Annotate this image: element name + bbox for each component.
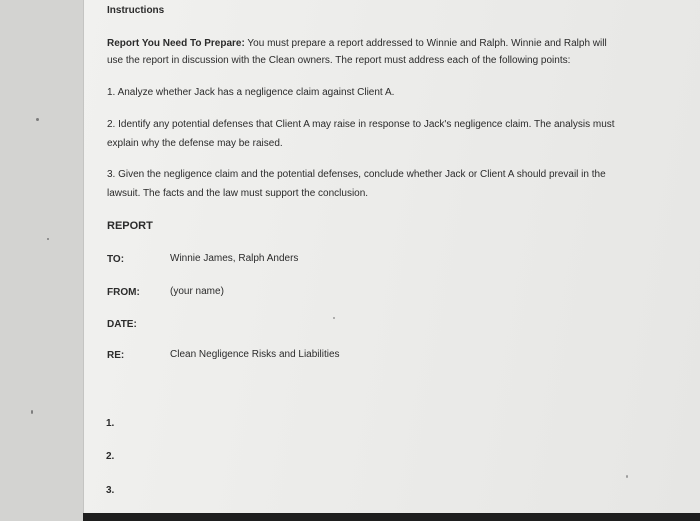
- page-speck: [626, 475, 628, 478]
- intro-label: Report You Need To Prepare:: [107, 38, 245, 49]
- date-label: DATE:: [107, 319, 137, 330]
- point-3-line-2: lawsuit. The facts and the law must support the conclusion.: [107, 188, 369, 199]
- point-2-line-1: 2. Identify any potential defenses that Client A may raise in response to Jack's negligence claim. The analysis must: [107, 119, 615, 130]
- background-speck: [47, 238, 49, 240]
- report-item-1: 1.: [106, 418, 115, 429]
- intro-text-1: You must prepare a report addressed to Winnie and Ralph. Winnie and Ralph will: [244, 38, 607, 49]
- intro-paragraph-line-1: [107, 35, 607, 52]
- report-title: REPORT: [107, 220, 153, 232]
- point-2-line-2: explain why the defense may be raised.: [107, 138, 283, 149]
- from-value: (your name): [170, 286, 224, 297]
- re-label: RE:: [107, 350, 125, 361]
- page-speck: [333, 317, 335, 319]
- from-label: FROM:: [107, 287, 140, 298]
- intro-paragraph-line-2: use the report in discussion with the Clean owners. The report must address each of the following points:: [107, 55, 571, 66]
- to-label: TO:: [107, 254, 125, 265]
- page-bottom-edge: [83, 513, 700, 521]
- background-speck: [36, 118, 39, 121]
- report-item-2: 2.: [106, 451, 115, 462]
- to-value: Winnie James, Ralph Anders: [170, 253, 299, 264]
- report-item-3: 3.: [106, 485, 115, 496]
- instructions-heading: Instructions: [107, 5, 165, 16]
- point-1: 1. Analyze whether Jack has a negligence claim against Client A.: [107, 87, 395, 98]
- re-value: Clean Negligence Risks and Liabilities: [170, 349, 340, 360]
- point-3-line-1: 3. Given the negligence claim and the potential defenses, conclude whether Jack or Client A should prevail in the: [107, 169, 606, 180]
- background-speck: [31, 410, 33, 414]
